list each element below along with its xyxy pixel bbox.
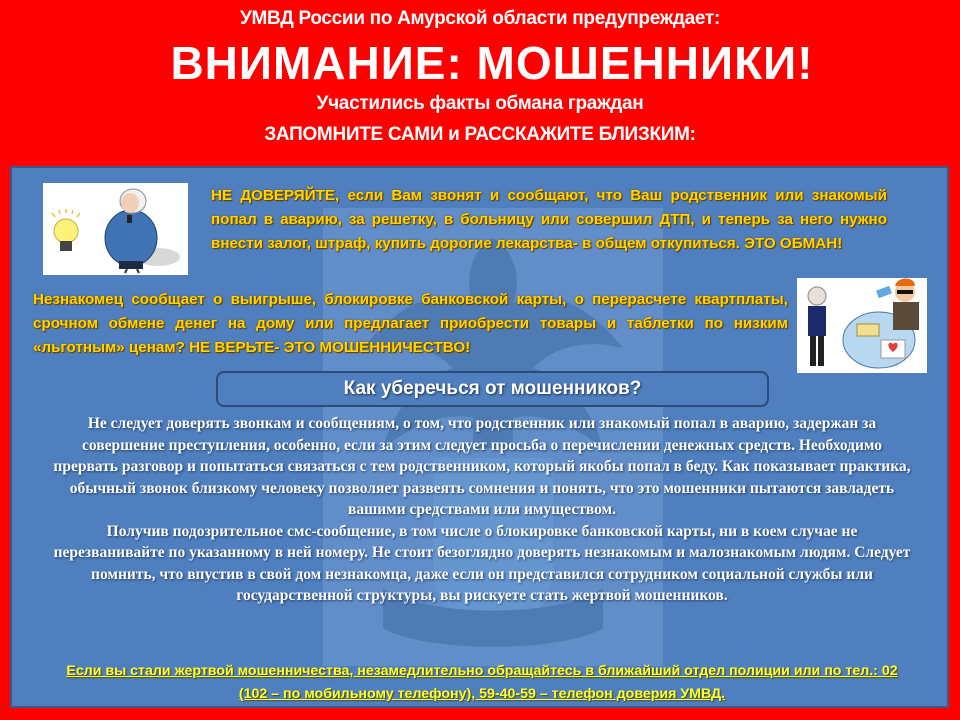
old-woman-on-phone-with-lightbulb-icon	[43, 183, 188, 275]
fraudster-image	[797, 278, 927, 373]
header-notice: Участились факты обмана граждан	[316, 93, 644, 114]
page-title: ВНИМАНИЕ: МОШЕННИКИ!	[170, 37, 814, 89]
howto-body	[52, 413, 912, 607]
info-panel	[10, 166, 949, 708]
elderly-man-and-fraudster-icon	[797, 278, 927, 373]
header-subtitle: УМВД России по Амурской области предупреждает:	[240, 8, 720, 29]
howto-paragraph-calls: Не следует доверять звонкам и сообщениям, о том, что родственник или знакомый попал в аварию, задержан за совершение преступления, особенно, если за этим следует просьба о перечислении денежных средств. Необходимо прервать разговор и попытаться связаться с тем родственником, который якобы попал в беду. Как показывает практика, обычный звонок близкому человеку позволяет развеять сомнения и понять, что это мошенники пытаются завладеть вашими средствами или имуществом.	[53, 415, 911, 518]
stranger-scam-warning: Незнакомец сообщает о выигрыше, блокировке банковской карты, о перерасчете квартплаты, срочном обмене денег на дому или предлагает приобрести товары и таблетки по низким «льготным» ценам? НЕ ВЕРЬТЕ- ЭТО МОШЕННИЧЕСТВО!	[33, 291, 788, 356]
relative-scam-warning: НЕ ДОВЕРЯЙТЕ, если Вам звонят и сообщают, что Ваш родственник или знакомый попал в аварию, за решетку, в больницу или совершил ДТП, и теперь за него нужно внести залог, штраф, купить дорогие лекарства- в общем откупиться. ЭТО ОБМАН!	[211, 187, 887, 252]
header-call-to-action: ЗАПОМНИТЕ САМИ и РАССКАЖИТЕ БЛИЗКИМ:	[264, 124, 696, 145]
old-woman-phone-image	[43, 183, 188, 275]
police-contact-info: Если вы стали жертвой мошенничества, незамедлительно обращайтесь в ближайший отдел полиции или по тел.: 02 (102 – по мобильному телефону), 59-40-59 – телефон доверия УМВД.	[66, 663, 898, 702]
howto-heading: Как уберечься от мошенников?	[216, 371, 769, 407]
howto-paragraph-sms: Получив подозрительное смс-сообщение, в том числе о блокировке банковской карты, ни в коем случае не перезванивайте по указанному в ней номеру. Не стоит безоглядно доверять незнакомым и малознакомым людям. Следует помнить, что впустив в свой дом незнакомца, даже если он представился сотрудником социальной службы или государственной структуры, вы рискуете стать жертвой мошенников.	[53, 522, 911, 604]
